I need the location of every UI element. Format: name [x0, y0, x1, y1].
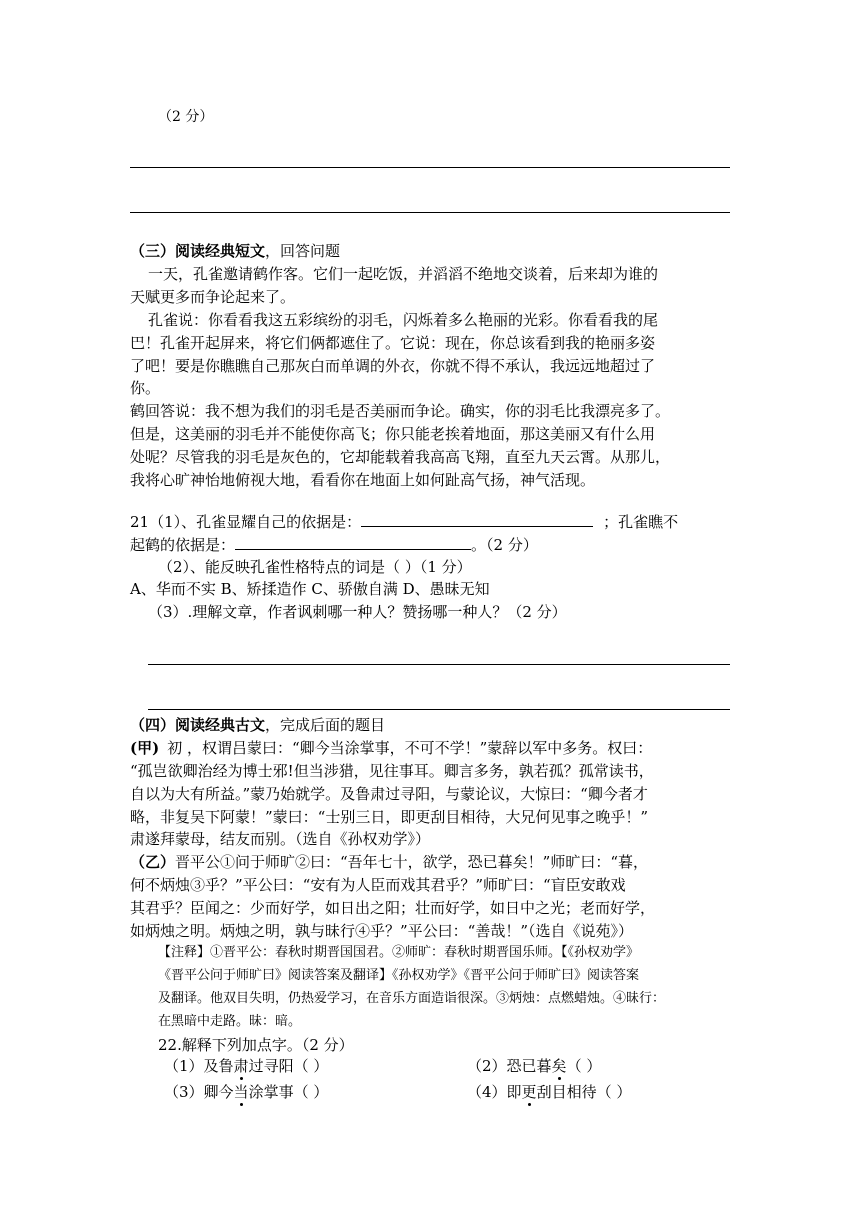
dotted-char: 矣 — [551, 1057, 567, 1075]
question-21-part-2: （2）、能反映孔雀性格特点的词是（ ）（1 分） — [158, 558, 472, 576]
section-4-heading-bold: （四）阅读经典古文 — [130, 716, 266, 734]
item-text: （2）恐已暮 — [467, 1057, 552, 1075]
question-21-part-3: （3）.理解文章，作者讽刺哪一种人？赞扬哪一种人？（2 分） — [148, 603, 567, 621]
question-22-item-1 — [164, 1055, 328, 1077]
dotted-char: 肃 — [233, 1057, 249, 1075]
passage-line: 处呢？尽管我的羽毛是灰色的，它却能载着我高高飞翔，直至九天云霄。从那儿， — [130, 448, 671, 466]
passage-jia-label: (甲) — [130, 739, 160, 757]
item-text: （ ） — [566, 1057, 602, 1075]
item-text: （4）即 — [467, 1083, 522, 1101]
dotted-char: 当 — [233, 1083, 249, 1101]
item-text: 过寻阳（ ） — [248, 1057, 329, 1075]
passage-jia-line — [130, 737, 652, 759]
section-3-heading-bold: （三）阅读经典短文 — [130, 242, 266, 260]
passage-text: 晋平公①问于师旷②曰：“吾年七十，欲学，恐已暮矣！”师旷曰：“暮， — [175, 853, 649, 871]
answer-line — [130, 212, 730, 213]
passage-yi-line: 其君乎？臣闻之：少而好学，如日出之阳；壮而好学，如日中之光；老而好学， — [130, 899, 656, 917]
passage-jia-line: 略，非复吴下阿蒙！”蒙曰：“士别三日，即更刮目相待，大兄何见事之晚乎！” — [130, 808, 649, 826]
question-21-options: A、华而不实 B、矫揉造作 C、骄傲自满 D、愚昧无知 — [130, 580, 490, 598]
fill-blank[interactable] — [361, 510, 593, 527]
passage-yi-line: 何不炳烛③乎？”平公曰：“安有为人臣而戏其君乎？”师旷曰：“盲臣安敢戏 — [130, 876, 626, 894]
question-text: 。（2 分） — [471, 536, 538, 554]
item-text: 刮目相待（ ） — [536, 1083, 632, 1101]
passage-yi-label: （乙） — [130, 853, 176, 871]
passage-jia-line: 自以为大有所益。”蒙乃始就学。及鲁肃过寻阳，与蒙论议，大惊曰：“卿今者才 — [130, 785, 648, 803]
question-text: ；孔雀瞧不 — [603, 513, 679, 531]
passage-text: 初 ，权谓吕蒙曰：“卿今当涂掌事，不可不学！”蒙辞以军中多务。权曰： — [167, 739, 653, 757]
item-text: （3）卿今 — [164, 1083, 234, 1101]
passage-yi-line — [130, 851, 648, 873]
question-21-line-1 — [130, 510, 678, 533]
section-3-heading-rest: ，回答问题 — [265, 242, 341, 260]
question-22-item-4 — [467, 1081, 631, 1103]
item-text: （1）及鲁 — [164, 1057, 234, 1075]
passage-line: 孔雀说：你看看我这五彩缤纷的羽毛，闪烁着多么艳丽的光彩。你看看我的尾 — [148, 311, 659, 329]
points-label: （2 分） — [158, 109, 214, 125]
item-text: 涂掌事（ ） — [248, 1083, 329, 1101]
question-text: 起鹤的依据是： — [130, 536, 236, 554]
passage-jia-line: “孤岂欲卿治经为博士邪!但当涉猎，见往事耳。卿言多务，孰若孤？孤常读书， — [130, 762, 654, 780]
passage-line: 但是，这美丽的羽毛并不能使你高飞；你只能老挨着地面，那这美丽又有什么用 — [130, 425, 656, 443]
question-22-item-2 — [467, 1055, 601, 1077]
passage-line: 天赋更多而争论起来了。 — [130, 288, 296, 306]
answer-line — [130, 167, 730, 168]
notes-line: 【注释】①晋平公：春秋时期晋国国君。②师旷：春秋时期晋国乐师。【《孙权劝学》 — [158, 945, 640, 960]
question-21-line-2 — [130, 533, 538, 556]
dotted-char: 更 — [521, 1083, 537, 1101]
section-4-heading — [130, 714, 385, 736]
fill-blank[interactable] — [235, 533, 471, 550]
answer-line — [148, 709, 730, 710]
notes-line: 《晋平公问于师旷曰》阅读答案及翻译】《孙权劝学》《晋平公问于师旷曰》阅读答案 — [158, 968, 640, 983]
passage-jia-line: 肃遂拜蒙母，结友而别。（选自《孙权劝学》） — [130, 830, 431, 848]
passage-line: 你。 — [130, 379, 161, 397]
passage-line: 巴！孔雀开起屏来，将它们俩都遮住了。它说：现在，你总该看到我的艳丽多姿 — [130, 334, 656, 352]
question-22-item-3 — [164, 1081, 328, 1103]
passage-line: 了吧！要是你瞧瞧自己那灰白而单调的外衣，你就不得不承认，我远远地超过了 — [130, 357, 656, 375]
question-text: 21（1）、孔雀显耀自己的依据是： — [130, 513, 362, 531]
notes-line: 及翻译。他双目失明，仍热爱学习，在音乐方面造诣很深。③炳烛：点燃蜡烛。④昧行： — [158, 991, 666, 1006]
answer-line — [148, 664, 730, 665]
question-22-title: 22.解释下列加点字。（2 分） — [158, 1036, 354, 1054]
passage-line: 我将心旷神怡地俯视大地，看看你在地面上如何趾高气扬，神气活现。 — [130, 471, 596, 489]
section-4-heading-rest: ，完成后面的题目 — [265, 716, 386, 734]
passage-line: 鹤回答说：我不想为我们的羽毛是否美丽而争论。确实，你的羽毛比我漂亮多了。 — [130, 402, 671, 420]
section-3-heading — [130, 240, 340, 262]
passage-yi-line: 如炳烛之明。炳烛之明，孰与昧行④乎？”平公曰：“善哉！”（选自《说苑》） — [130, 922, 634, 940]
passage-line: 一天，孔雀邀请鹤作客。它们一起吃饭，并滔滔不绝地交谈着，后来却为谁的 — [148, 265, 659, 283]
notes-line: 在黑暗中走路。昧：暗。 — [158, 1014, 302, 1029]
